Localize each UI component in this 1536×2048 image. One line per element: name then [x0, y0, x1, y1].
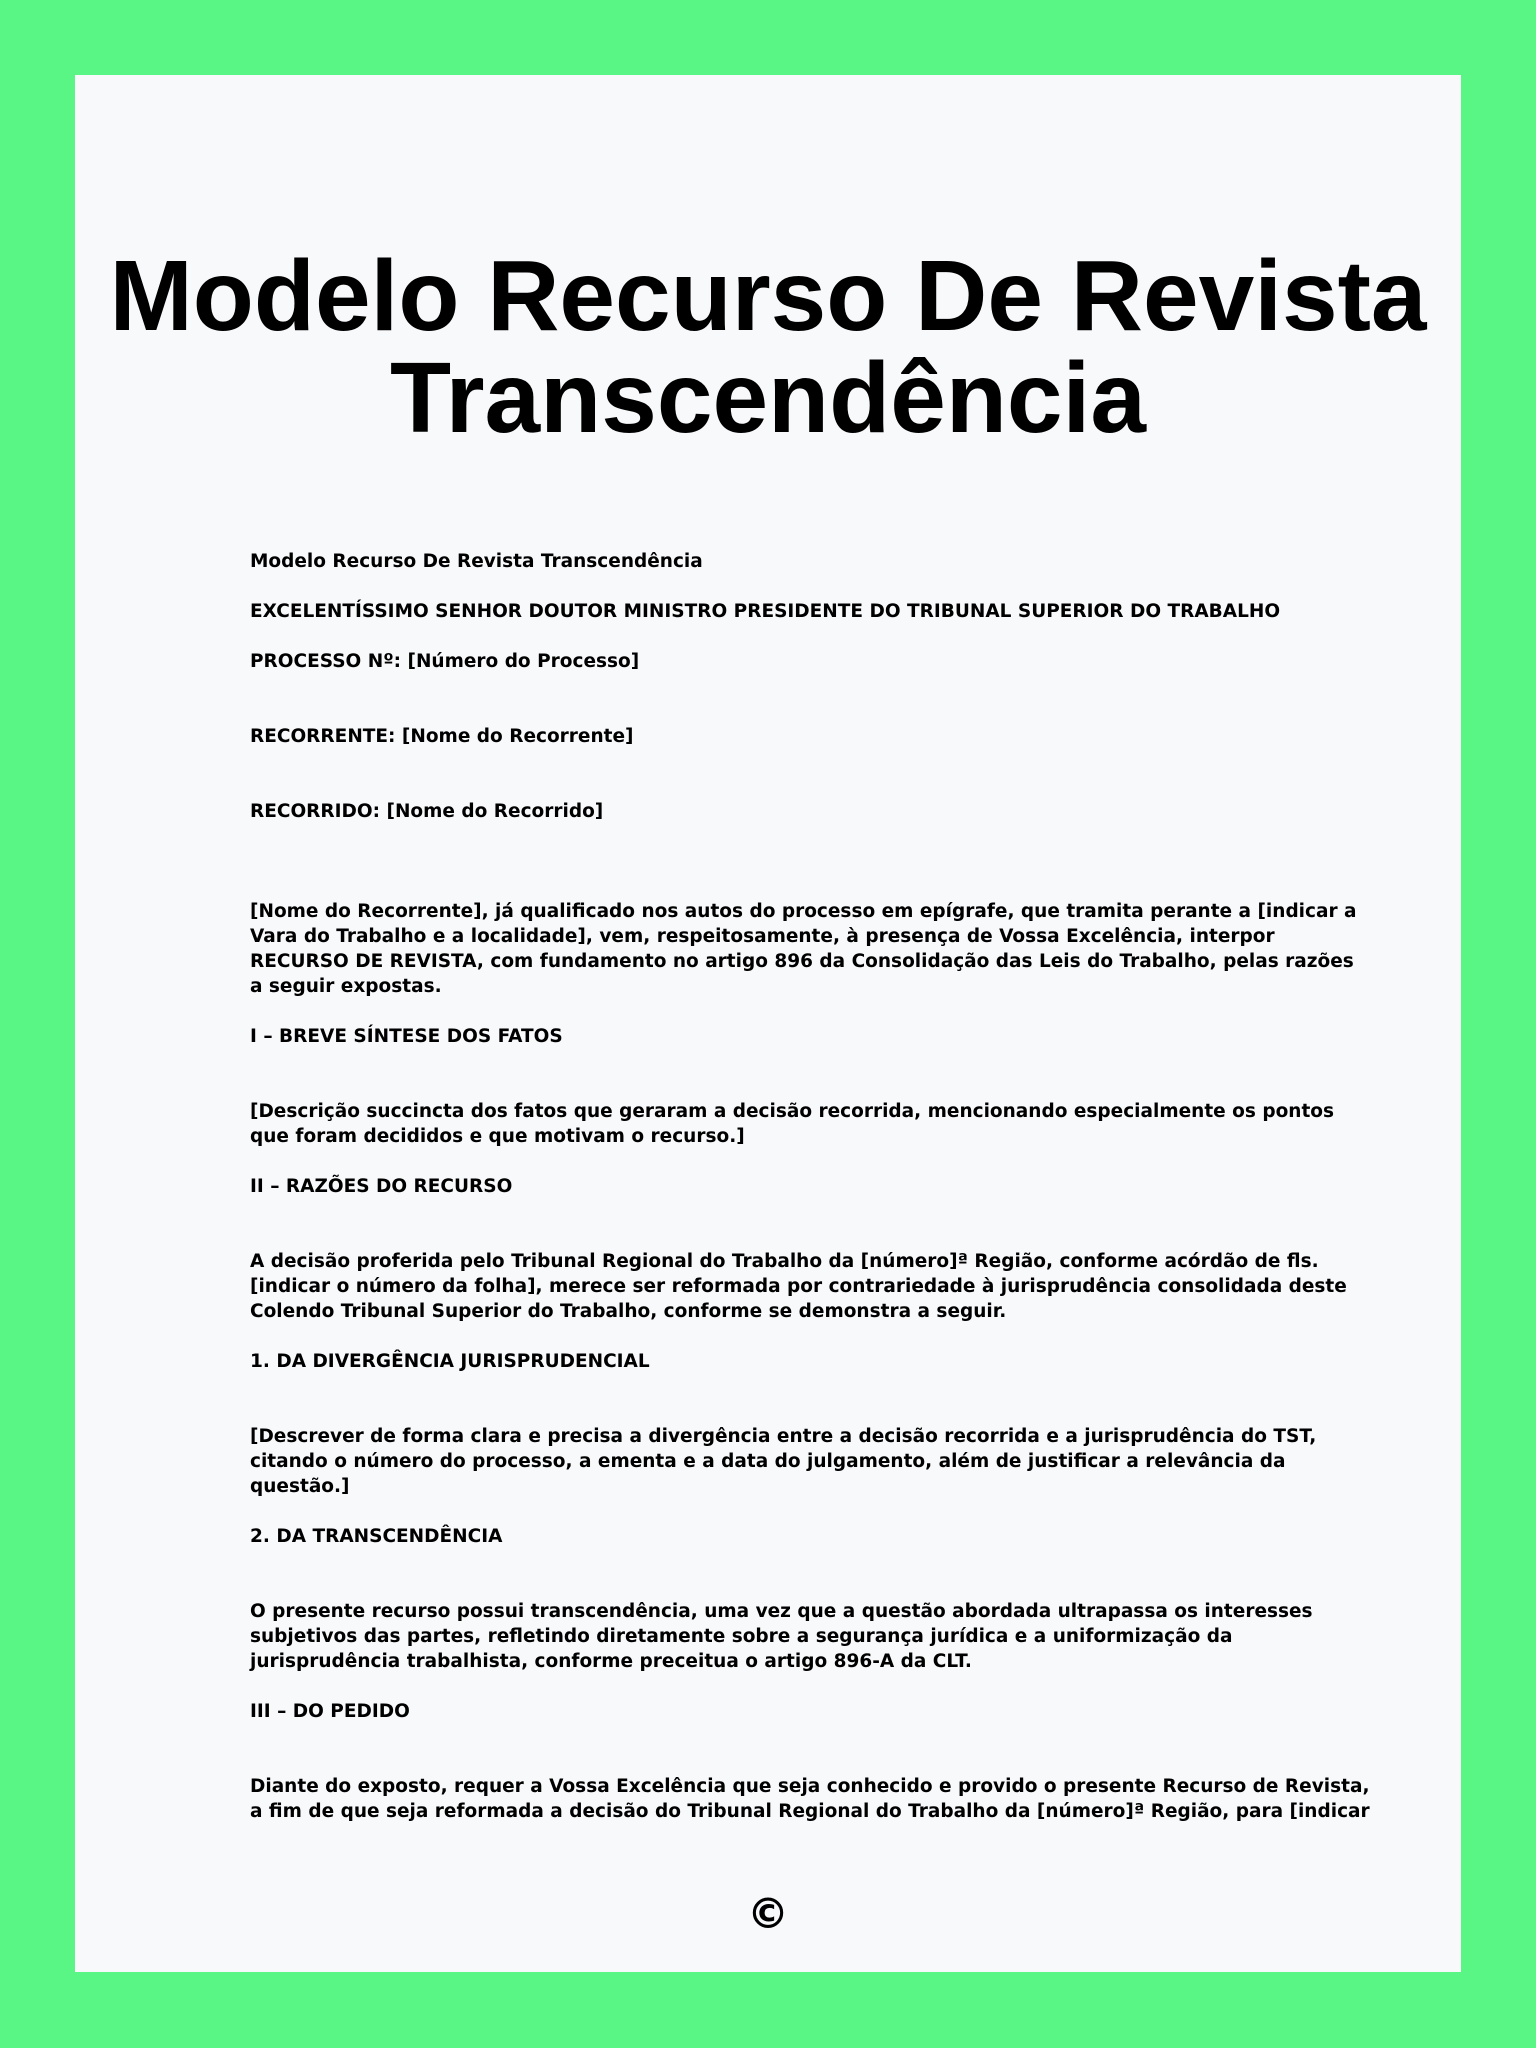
- section-heading-divergence: 1. DA DIVERGÊNCIA JURISPRUDENCIAL: [250, 1351, 650, 1372]
- section-heading-request: III – DO PEDIDO: [250, 1701, 410, 1722]
- facts-paragraph: [Descrição succincta dos fatos que geraram a decisão recorrida, mencionando especialmente os pontos que foram decididos e que motivam o recurso.]: [250, 1101, 1335, 1147]
- doc-subtitle: Modelo Recurso De Revista Transcendência: [250, 551, 703, 572]
- intro-paragraph: [Nome do Recorrente], já qualificado nos autos do processo em epígrafe, que tramita perante a [indicar a Vara do Trabalho e a localidade], vem, respeitosamente, à presença de Vossa Excelência, interpor RECURSO DE REVISTA, com fundamento no artigo 896 da Consolidação das Leis do Trabalho, pelas razões a seguir expostas.: [250, 901, 1357, 997]
- request-paragraph: Diante do exposto, requer a Vossa Excelência que seja conhecido e provido o presente Recurso de Revista, a fim de que seja reformada a decisão do Tribunal Regional do Trabalho da [número]ª Região, para [indicar: [250, 1776, 1370, 1822]
- appellant: RECORRENTE: [Nome do Recorrente]: [250, 726, 634, 747]
- section-heading-transcendence: 2. DA TRANSCENDÊNCIA: [250, 1526, 503, 1547]
- appellee: RECORRIDO: [Nome do Recorrido]: [250, 801, 604, 822]
- section-heading-reasons: II – RAZÕES DO RECURSO: [250, 1176, 513, 1197]
- copyright-icon: ©: [747, 1889, 789, 1938]
- document-body: [250, 549, 1370, 1849]
- page-title: Modelo Recurso De Revista Transcendência: [109, 240, 1427, 454]
- addressee: EXCELENTÍSSIMO SENHOR DOUTOR MINISTRO PRESIDENTE DO TRIBUNAL SUPERIOR DO TRABALHO: [250, 601, 1281, 622]
- reasons-paragraph: A decisão proferida pelo Tribunal Regional do Trabalho da [número]ª Região, conforme acórdão de fls. [indicar o número da folha], merece ser reformada por contrariedade à jurisprudência consolidada deste Colendo Tribunal Superior do Trabalho, conforme se demonstra a seguir.: [250, 1251, 1347, 1322]
- section-heading-facts: I – BREVE SÍNTESE DOS FATOS: [250, 1026, 563, 1047]
- divergence-paragraph: [Descrever de forma clara e precisa a divergência entre a decisão recorrida e a jurisprudência do TST, citando o número do processo, a ementa e a data do julgamento, além de justificar a relevância da questão.]: [250, 1426, 1317, 1497]
- document-page: [75, 75, 1461, 1972]
- transcendence-paragraph: O presente recurso possui transcendência, uma vez que a questão abordada ultrapassa os interesses subjetivos das partes, refletindo diretamente sobre a segurança jurídica e a uniformização da jurisprudência trabalhista, conforme preceitua o artigo 896-A da CLT.: [250, 1601, 1313, 1672]
- process-number: PROCESSO Nº: [Número do Processo]: [250, 651, 640, 672]
